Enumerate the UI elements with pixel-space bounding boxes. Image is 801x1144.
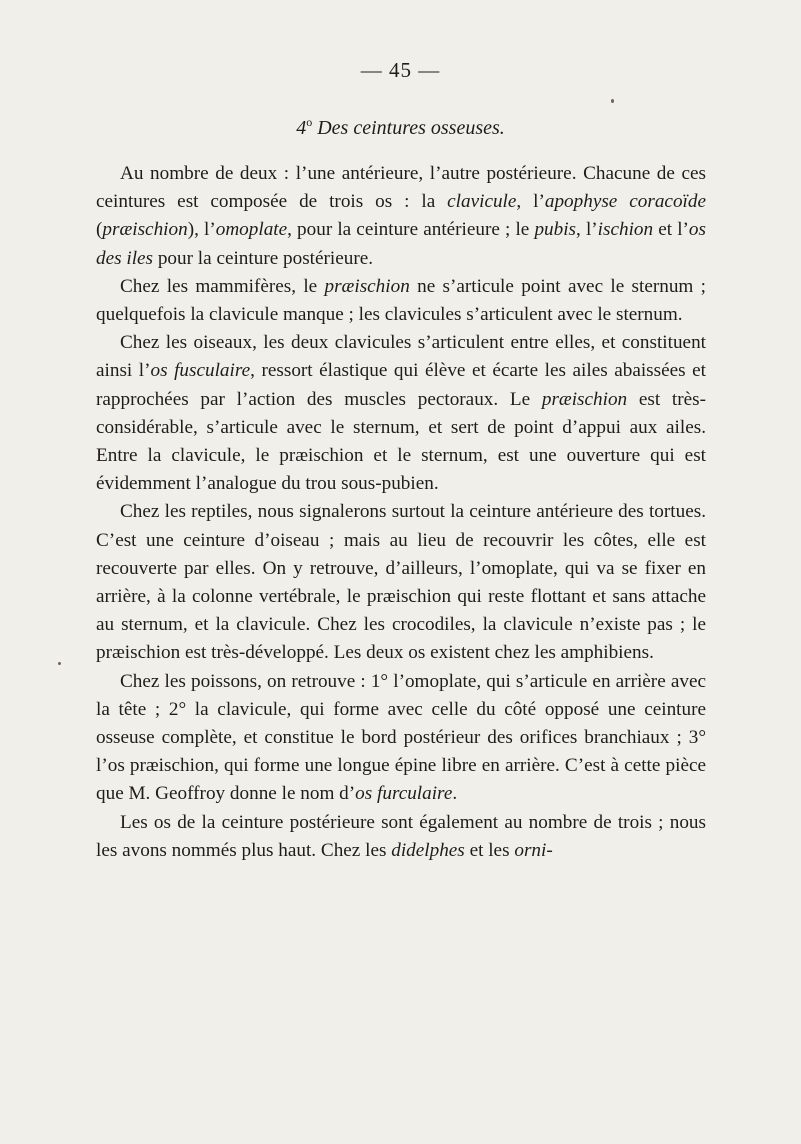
italic-term: os furculaire [355,783,453,805]
text-run: ( [96,219,103,241]
italic-term: præischion [102,219,188,241]
italic-term: orni- [514,839,553,861]
text-run: , pour la ceinture antérieure ; le [287,219,535,241]
text-run: , l’ [576,219,598,241]
text-run: Chez les poissons, on retrouve : 1° l’omoplate, qui s’articule en arrière avec la tête ; 2° la clavicule, qui forme avec celle du côté opposé une ceinture osseuse complète, et constitue le bord postérieur des orifices branchiaux ; 3° l’os præischion, qui forme une longue épine libre en arrière. C’est à cette pièce que M. Geoffroy donne le nom d’ [96,670,706,805]
italic-term: apophyse coracoïde [544,191,706,213]
paragraph [96,498,706,667]
text-run: Chez les mammifères, le [120,275,325,297]
text-run: Les os de la ceinture postérieure sont également au nombre de trois ; nous les avons nommés plus haut. Chez les [96,811,706,861]
paragraph [96,160,706,273]
text-run: Chez les oiseaux, les deux clavicules s’articulent entre elles, et constituent ainsi l’ [96,332,706,382]
section-number: 4 [296,117,307,139]
text-run: et les [464,839,515,861]
italic-term: præischion [324,275,410,297]
section-ordinal-mark: o [306,115,313,129]
italic-term: clavicule [447,191,517,213]
section-heading [0,117,801,140]
paper-speck [611,99,614,103]
text-run: , ressort élastique qui élève et écarte les ailes abaissées et rapprochées par l’action des muscles pectoraux. Le [96,360,706,410]
paragraph [96,329,706,498]
text-run: pour la ceinture postérieure. [153,247,374,269]
text-run: et l’ [653,219,689,241]
text-run: . [452,783,458,805]
italic-term: os des iles [96,219,706,269]
italic-term: omoplate [215,219,288,241]
paragraph [96,809,706,865]
text-run: ), l’ [187,219,216,241]
paragraph [96,273,706,329]
text-run: est très-considérable, s’articule avec le sternum, et sert de point d’appui aux ailes. Entre la clavicule, le præischion et le sternum, est une ouverture qui est évidemment l’analogue du trou sous-pubien. [96,388,706,495]
section-title-text: Des ceintures osseuses. [317,117,505,139]
text-run: Au nombre de deux : l’une antérieure, l’autre postérieure. Chacune de ces ceintures est composée de trois os : la [96,163,706,213]
text-run: , l’ [516,191,545,213]
italic-term: didelphes [391,839,465,861]
italic-term: præischion [541,388,628,410]
text-run: ne s’articule point avec le sternum ; quelquefois la clavicule manque ; les clavicules s’articulent avec le sternum. [96,275,706,326]
italic-term: pubis [534,219,577,241]
paragraph [96,668,706,809]
paper-speck [58,662,61,665]
page-number: — 45 — [360,58,441,82]
italic-term: ischion [597,219,654,241]
text-run: Chez les reptiles, nous signalerons surtout la ceinture antérieure des tortues. C’est une ceinture d’oiseau ; mais au lieu de recouvrir les côtes, elle est recouverte par elles. On y retrouve, d’ailleurs, l’omoplate, qui va se fixer en arrière, à la colonne vertébrale, le præischion qui reste flottant et sans attache au sternum, et la clavicule. Chez les crocodiles, la clavicule n’existe pas ; le præischion est très-développé. Les deux os existent chez les amphibiens. [96,501,706,664]
body-text [96,160,706,865]
italic-term: os fusculaire [150,360,251,382]
